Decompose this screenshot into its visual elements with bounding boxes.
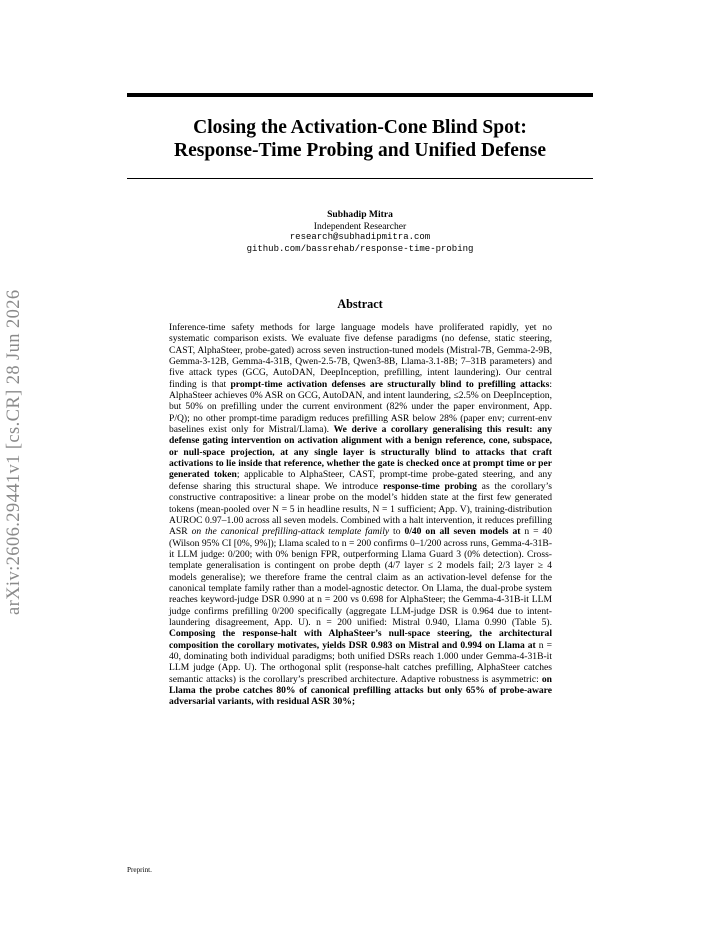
- abstract-text: : AlphaSteer achieves 0% ASR on GCG, AutoDAN, and intent laundering, ≤2.5% on DeepInception, but 50% on prefilling under the current environment (82% under the paper environment, App. P/Q); no other prompt-time paradigm reduces prefilling ASR below 28% (paper env; current-env baselines exist only for Mistral/Llama).: [169, 378, 552, 436]
- abstract-body: [169, 322, 552, 708]
- abstract-emphasis: prompt-time activation defenses are structurally blind to prefilling attacks: [230, 378, 550, 390]
- paper-title: [127, 116, 593, 162]
- author-url: github.com/bassrehab/response-time-probing: [246, 243, 474, 254]
- author-block: [127, 209, 593, 255]
- author-email: research@subhadipmitra.com: [289, 232, 431, 243]
- abstract-heading: Abstract: [337, 297, 383, 311]
- abstract-emphasis: on Llama the probe catches 80% of canonical prefilling attacks but only 65% of probe-aware adversarial variants, with residual ASR 30%;: [169, 673, 552, 708]
- abstract-emphasis: We derive a corollary generalising this result: any defense gating intervention on activation alignment with a benign reference, cone, subspace, or null-space projection, at any single layer is structurally blind to attacks that craft activations to lie inside that reference, whether the gate is checked once at prompt time or per generated token: [169, 424, 552, 481]
- abstract-math: n = 40: [169, 639, 553, 662]
- abstract-emphasis: response-time probing: [382, 480, 477, 492]
- title-rule-top: [127, 93, 593, 97]
- author-affiliation: Independent Researcher: [313, 220, 407, 232]
- preprint-footer: Preprint.: [127, 866, 152, 874]
- abstract-math: n = 40: [520, 526, 552, 538]
- title-rule-bottom: [127, 178, 593, 179]
- abstract-text: ; applicable to AlphaSteer, CAST, prompt-time probe-gated steering, and any defense sharing this structural shape. We introduce: [169, 469, 552, 492]
- title-line-2: Response-Time Probing and Unified Defense: [174, 140, 546, 161]
- author-name: Subhadip Mitra: [327, 209, 393, 220]
- abstract-text: as the corollary’s constructive contrapositive: a linear probe on the model’s hidden state at the first few generated tokens (mean-pooled over N = 5 in headline results, N = 1 sufficient; App. V), training-distribution AUROC 0.97–1.00 across all seven models. Combined with a halt intervention, it reduces prefilling ASR: [169, 480, 552, 538]
- abstract-text: (Wilson 95% CI [0%, 9%]); Llama scaled to n = 200 confirms 0–1/200 across runs, Gemma-4-31B-it LLM judge: 0/200; with 0% benign FPR, outperforming Llama Guard 3 (0% detection). Cross-template generalisation is contingent on probe depth (4/7 layer ≤ 2 models fail; 2/3 layer ≥ 4 models generalise); we therefore frame the central claim as an activation-level defense for the canonical template family rather than a model-agnostic detector. On Llama, the dual-probe system reaches keyword-judge DSR 0.990 at n = 200 vs 0.698 for AlphaSteer; the Gemma-4-31B-it LLM judge confirms prefilling 0/200 specifically (aggregate LLM-judge DSR is 0.964 due to intent-laundering disagreement, App. U). n = 200 unified: Mistral 0.940, Llama 0.990 (Table 5).: [169, 537, 553, 628]
- abstract-text: Inference-time safety methods for large language models have proliferated rapidly, yet no systematic comparison exists. We evaluate five defense paradigms (no defense, static steering, CAST, AlphaSteer, probe-gated) across seven instruction-tuned models (Mistral-7B, Gemma-2-9B, Gemma-3-12B, Gemma-4-31B, Qwen-2.5-7B, Qwen3-8B, Llama-3.1-8B; 7–31B parameters) and five attack types (GCG, AutoDAN, DeepInception, prefilling, intent laundering). Our central finding is that: [169, 322, 552, 390]
- abstract-emphasis: Composing the response-halt with AlphaSteer’s null-space steering, the architectural composition the corollary motivates, yields DSR 0.983 on Mistral and 0.994 on Llama at: [169, 628, 552, 651]
- arxiv-identifier: arXiv:2606.29441v1 [cs.CR] 28 Jun 2026: [4, 289, 24, 615]
- abstract-text: , dominating both individual paradigms; both unified DSRs reach 1.000 under Gemma-4-31B-it LLM judge (App. U). The orthogonal split (response-halt catches prefilling, AlphaSteer catches semantic attacks) is the corollary’s prescribed architecture. Adaptive robustness is asymmetric:: [169, 650, 552, 685]
- abstract-italic: on the canonical prefilling-attack template family: [191, 526, 390, 538]
- title-line-1: Closing the Activation-Cone Blind Spot:: [193, 117, 527, 138]
- abstract-emphasis: 0/40 on all seven models at: [404, 526, 521, 538]
- abstract-text: to: [389, 526, 405, 538]
